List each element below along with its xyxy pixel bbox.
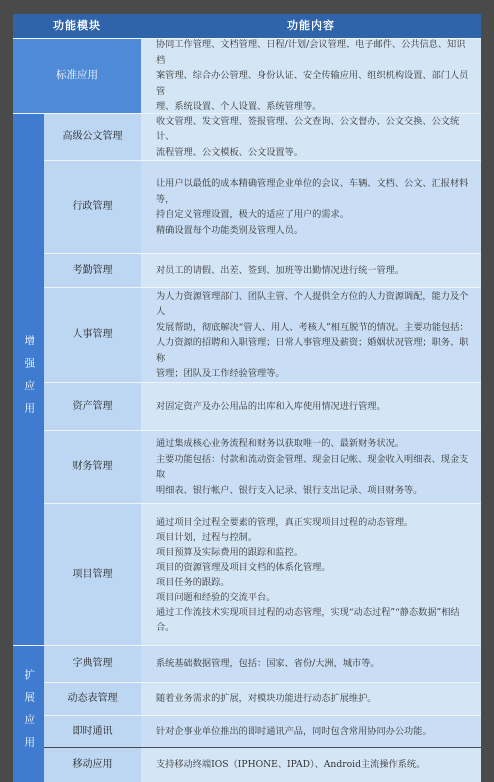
module-name: 移动应用 (44, 748, 141, 782)
module-name: 字典管理 (44, 646, 141, 682)
group-extended (13, 646, 44, 782)
desc-line: 随着业务需求的扩展，对模块功能进行动态扩展维护。 (156, 693, 377, 705)
desc-line: 案管理、综合办公管理、身份认证、安全传输应用、组织机构设置、部门人员管 (156, 70, 469, 97)
module-name: 项目管理 (44, 504, 141, 645)
desc-line: 让用户以最低的成本精确管理企业单位的会议、车辆、文档、公文、汇报材料等， (156, 178, 469, 205)
desc-line: 为人力资源管理部门、团队主管、个人提供全方位的人力资源调配，能力及个人 (156, 290, 469, 317)
desc-line: 合。 (156, 621, 175, 633)
module-desc (141, 683, 481, 715)
module-desc (141, 383, 481, 430)
module-desc (141, 504, 481, 645)
module-desc (141, 161, 481, 253)
module-name: 考勤管理 (44, 254, 141, 287)
desc-line: 收文管理、发文管理、签报管理、公文查询、公文督办、公文交换、公文统计、 (156, 115, 460, 143)
group-enhanced (13, 114, 44, 645)
desc-line: 项目的资源管理及项目文档的体系化管理。 (156, 561, 331, 573)
header-module: 功能模块 (13, 14, 141, 38)
desc-line: 针对企事业单位推出的即时通讯产品，同时包含常用协同办公功能。 (156, 725, 432, 737)
standard-app-label: 标准应用 (13, 39, 141, 113)
desc-line: 协同工作管理、文档管理、日程/计划/会议管理、电子邮件、公共信息、知识档 (156, 39, 466, 66)
desc-line: 通过集成核心业务流程和财务以获取唯一的、最新财务状况。 (156, 438, 405, 449)
module-desc (141, 431, 481, 503)
feature-table (13, 14, 481, 771)
desc-line: 理、系统设置、个人设置、系统管理等。 (156, 101, 322, 113)
desc-line: 项目问题和经验的交流平台。 (156, 591, 276, 603)
module-name: 高级公文管理 (44, 114, 141, 160)
module-name: 动态表管理 (44, 683, 141, 715)
group-extended-label: 扩展应用 (23, 669, 36, 759)
desc-line: 持自定义管理设置，极大的适应了用户的需求。 (156, 209, 349, 220)
desc-line: 发展帮助，彻底解决“管人、用人、考核人”相互脱节的情况。主要功能包括： (156, 321, 469, 333)
desc-line: 精确设置每个功能类别及管理人员。 (156, 224, 303, 236)
module-name: 即时通讯 (44, 716, 141, 747)
desc-line: 项目预算及实际费用的跟踪和监控。 (156, 546, 303, 558)
desc-line: 管理；团队及工作经验管理等。 (156, 368, 285, 379)
module-name: 行政管理 (44, 161, 141, 253)
module-desc (141, 254, 481, 287)
header-content: 功能内容 (141, 14, 481, 38)
group-enhanced-label: 增强应用 (23, 334, 36, 425)
desc-line: 流程管理、公文模板、公文设置等。 (156, 146, 303, 158)
desc-line: 项目任务的跟踪。 (156, 576, 230, 588)
module-desc (141, 716, 481, 747)
module-name: 资产管理 (44, 383, 141, 430)
desc-line: 人力资源的招聘和入职管理；日常人事管理及薪资；婚姻状况管理；职务、职称 (156, 337, 469, 364)
desc-line: 项目计划，过程与控制。 (156, 531, 258, 543)
module-desc (141, 114, 481, 160)
desc-line: 主要功能包括：付款和流动资金管理、现金日记帐、现金收入明细表、现金支取 (156, 453, 469, 480)
desc-line: 通过工作流技术实现项目过程的动态管理，实现“动态过程”“静态数据”相结 (156, 606, 460, 618)
desc-line: 对固定资产及办公用品的出库和入库使用情况进行管理。 (156, 400, 386, 412)
standard-app-desc (141, 39, 481, 113)
module-desc (141, 288, 481, 382)
desc-line: 系统基础数据管理，包括：国家、省份/大洲，城市等。 (156, 658, 380, 670)
module-desc (141, 646, 481, 682)
desc-line: 明细表、银行帐户、银行支入记录、银行支出记录、项目财务等。 (156, 484, 423, 496)
module-name: 财务管理 (44, 431, 141, 503)
module-name: 人事管理 (44, 288, 141, 382)
module-desc (141, 748, 481, 782)
desc-line: 通过项目全过程全要素的管理，真正实现项目过程的动态管理。 (156, 516, 414, 528)
desc-line: 支持移动终端IOS（IPHONE、IPAD）、Android主流操作系统。 (156, 759, 426, 771)
desc-line: 对员工的请假、出差、签到、加班等出勤情况进行统一管理。 (156, 264, 405, 276)
